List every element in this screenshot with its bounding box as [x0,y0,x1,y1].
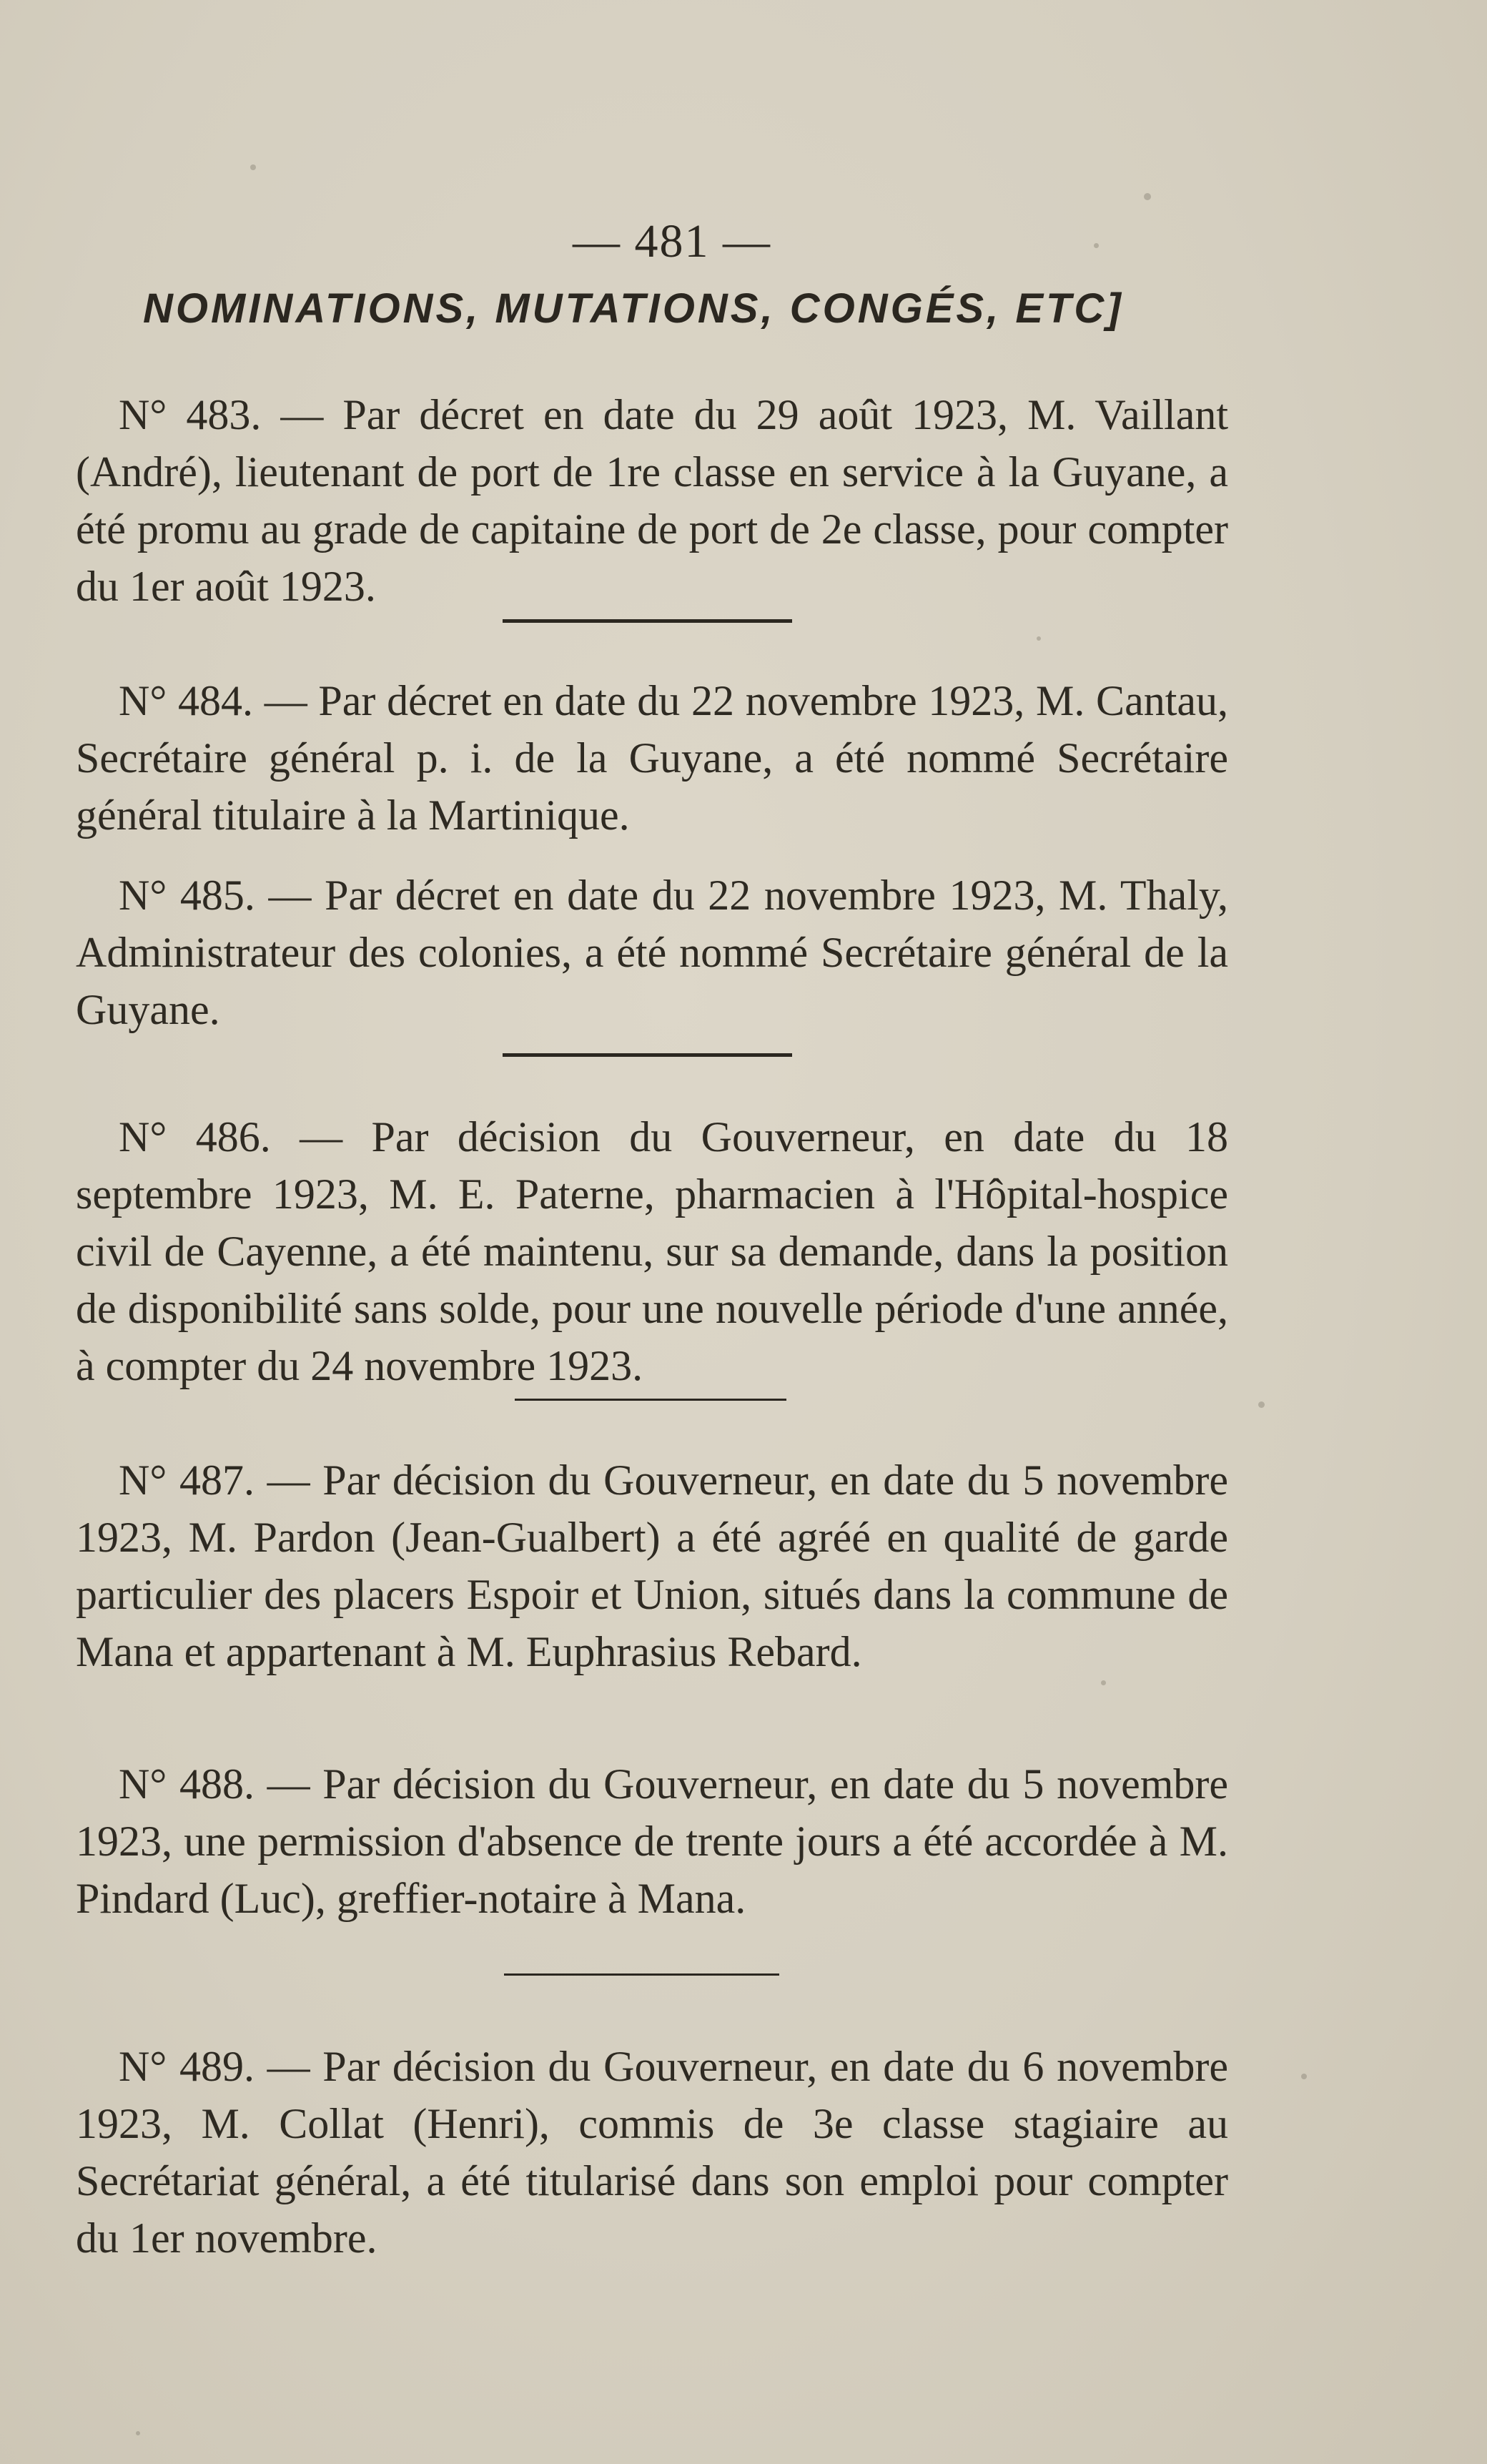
separator-rule [515,1399,786,1401]
paper-speck [136,2431,140,2435]
page-number: — 481 — [573,215,771,267]
entry-487: N° 487. — Par décision du Gouverneur, en date du 5 novembre 1923, M. Pardon (Jean-Gualbert) a été agréé en qualité de garde particulier des placers Espoir et Union, situés dans la commune de Mana et appartenant à M. Euphrasius Rebard. [76,1457,1228,1675]
entry-483: N° 483. — Par décret en date du 29 août 1923, M. Vaillant (André), lieutenant de port de 1re classe en service à la Guyane, a été promu au grade de capitaine de port de 2e classe, pour compter du 1er août 1923. [76,391,1228,610]
entry-489: N° 489. — Par décision du Gouverneur, en date du 6 novembre 1923, M. Collat (Henri), commis de 3e classe stagiaire au Secrétariat général, a été titularisé dans son emploi pour compter du 1er novembre. [76,2043,1228,2262]
paper-speck [1144,193,1151,200]
separator-rule [504,1973,779,1976]
section-heading: NOMINATIONS, MUTATIONS, CONGÉS, ETC] [143,285,1124,332]
paper-speck [1037,636,1041,641]
separator-rule [503,619,792,623]
paper-speck [1101,1680,1106,1685]
entry-484: N° 484. — Par décret en date du 22 novembre 1923, M. Cantau, Secrétaire général p. i. de la Guyane, a été nommé Secrétaire général titulaire à la Martinique. [76,677,1228,839]
separator-rule [503,1053,792,1057]
paper-speck [1301,2074,1307,2079]
paper-speck [1258,1401,1265,1408]
entry-486: N° 486. — Par décision du Gouverneur, en date du 18 septembre 1923, M. E. Paterne, pharmacien à l'Hôpital-hospice civil de Cayenne, a été maintenu, sur sa demande, dans la position de disponibilité sans solde, pour une nouvelle période d'une année, à compter du 24 novembre 1923. [76,1113,1228,1389]
entry-488: N° 488. — Par décision du Gouverneur, en date du 5 novembre 1923, une permission d'absence de trente jours a été accordée à M. Pindard (Luc), greffier-notaire à Mana. [76,1760,1228,1922]
entry-485: N° 485. — Par décret en date du 22 novembre 1923, M. Thaly, Administrateur des colonies, a été nommé Secrétaire général de la Guyane. [76,872,1228,1033]
paper-speck [250,164,256,170]
paper-speck [1094,243,1099,248]
